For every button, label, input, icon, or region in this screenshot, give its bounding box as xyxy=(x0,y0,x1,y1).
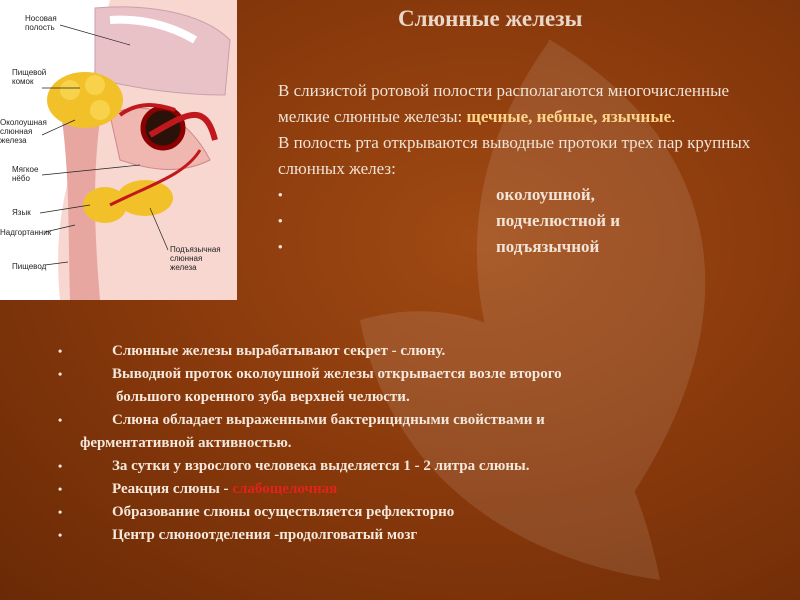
list-item: • Реакция слюны - слабощелочная xyxy=(0,478,780,501)
label-sublingual-gland: Подъязычная слюнная железа xyxy=(170,245,221,272)
intro-text xyxy=(278,78,783,260)
intro-paragraph-2: В полость рта открываются выводные протоки трех пар крупных слюнных желез: xyxy=(278,133,751,178)
label-tongue: Язык xyxy=(12,208,31,217)
bullet: • xyxy=(58,482,63,496)
bullet: • xyxy=(58,413,63,427)
list-item: • Выводной проток околоушной железы открывается возле второго большого коренного зуба верхней челюсти. xyxy=(0,363,780,409)
list-item: • Слюна обладает выраженными бактерицидными свойствами и ферментативной активностью. xyxy=(0,409,780,455)
bullet: • xyxy=(278,187,283,202)
bullet: • xyxy=(278,239,283,254)
label-parotid-gland: Околоушная слюнная железа xyxy=(0,118,47,145)
label-nasal-cavity: Носовая полость xyxy=(25,14,57,32)
bullet: • xyxy=(58,344,63,358)
list-item: • Образование слюны осуществляется рефлекторно xyxy=(0,501,780,524)
label-esophagus: Пищевод xyxy=(12,262,47,271)
list-item: • подъязычной xyxy=(278,234,783,260)
slide-title: Слюнные железы xyxy=(398,6,583,31)
list-item: • За сутки у взрослого человека выделяется 1 - 2 литра слюны. xyxy=(0,455,780,478)
facts-list xyxy=(0,340,780,547)
list-item: • Центр слюноотделения -продолговатый мозг xyxy=(0,524,780,547)
label-food-bolus: Пищевой комок xyxy=(12,68,47,86)
label-soft-palate: Мягкое нёбо xyxy=(12,165,39,183)
major-glands-list xyxy=(278,182,783,260)
saliva-glands-illustration xyxy=(0,0,237,300)
bullet: • xyxy=(58,459,63,473)
list-item: • Слюнные железы вырабатывают секрет - слюну. xyxy=(0,340,780,363)
list-item: • подчелюстной и xyxy=(278,208,783,234)
list-item: • околоушной, xyxy=(278,182,783,208)
bullet: • xyxy=(58,505,63,519)
bullet: • xyxy=(58,367,63,381)
minor-glands-highlight: щечные, небные, язычные xyxy=(466,107,672,126)
label-epiglottis: Надгортанник xyxy=(0,228,52,237)
intro-paragraph-1: В слизистой ротовой полости располагаются многочисленные мелкие слюнные железы: щечные, небные, язычные. xyxy=(278,81,730,126)
reaction-value: слабощелочная xyxy=(232,481,338,497)
bullet: • xyxy=(278,213,283,228)
bullet: • xyxy=(58,528,63,542)
